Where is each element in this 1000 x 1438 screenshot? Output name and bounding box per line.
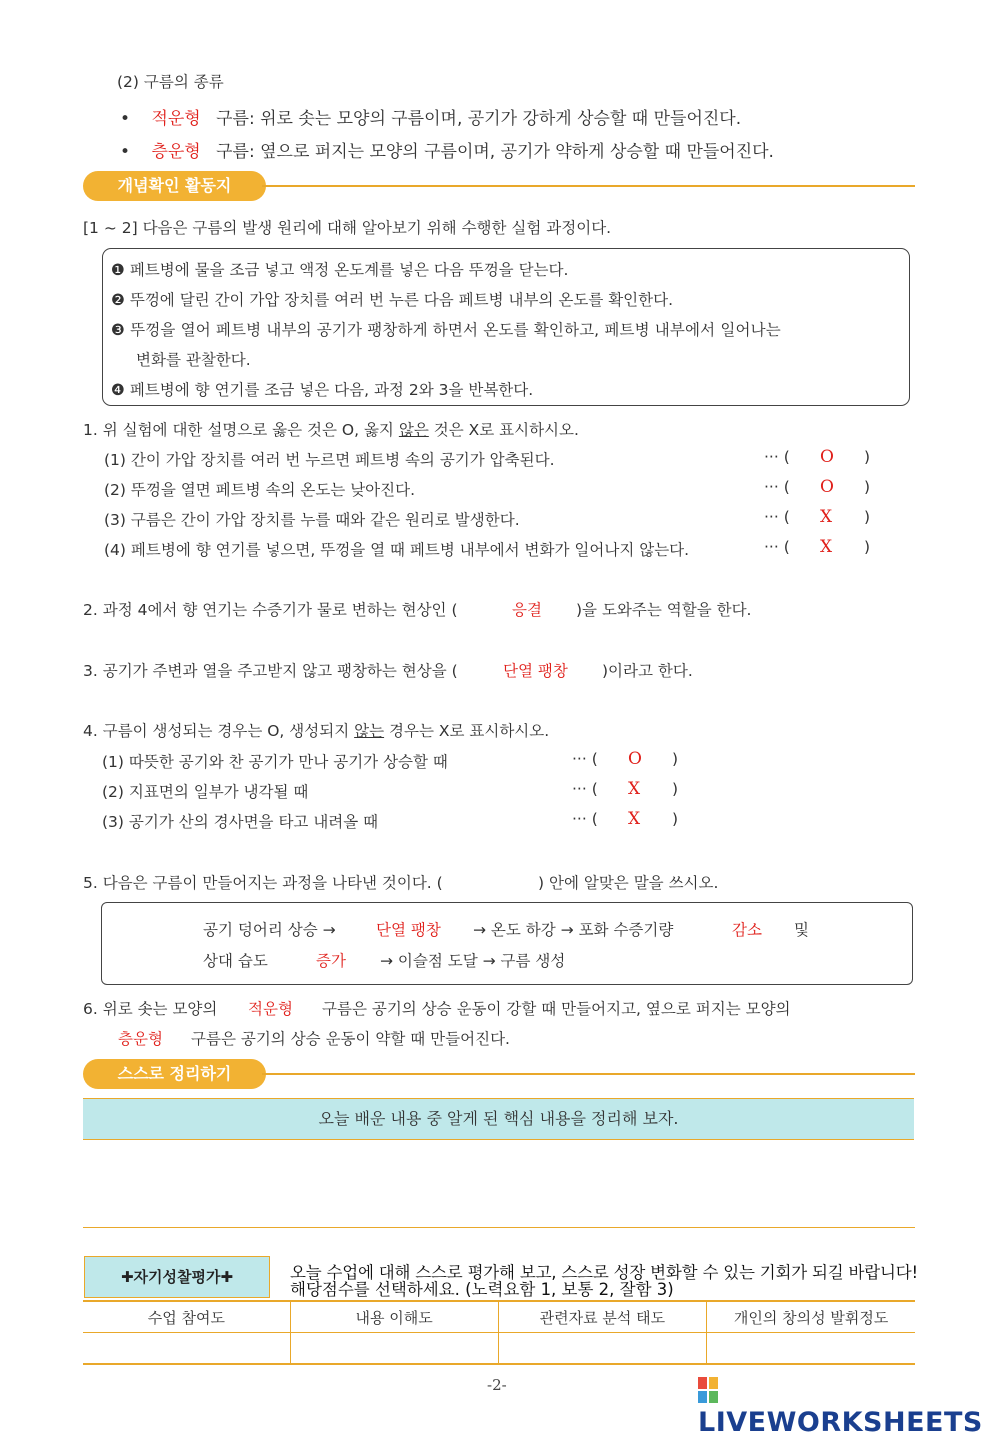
q1-item [104,538,689,560]
question-2-text: 2. 과정 4에서 향 연기는 수증기가 물로 변하는 현상인 ( [83,601,458,619]
process-text: → 이슬점 도달 → 구름 생성 [380,952,566,970]
cloud-term: 적운형 [151,109,201,129]
process-text: 및 [794,921,809,939]
logo-icon [698,1377,718,1403]
step-number: ❷ [111,291,125,309]
section-divider [262,1073,915,1075]
cloud-process-box [101,902,913,985]
column-header: 수업 참여도 [83,1301,290,1333]
self-eval-instruction: 해당점수를 선택하세요. (노력요함 1, 보통 2, 잘함 3) [290,1280,674,1299]
item-text: 간이 가압 장치를 여러 번 누르면 페트병 속의 공기가 압축된다. [130,451,555,469]
cloud-term: 층운형 [151,142,201,162]
q1-answer-close: ) [864,448,871,466]
item-number: (3) [104,511,126,529]
item-text: 공기가 산의 경사면을 타고 내려올 때 [128,813,379,831]
liveworksheets-logo [698,1376,1000,1438]
answer-blank[interactable]: O [820,477,834,497]
step-item [111,258,568,280]
underlined-word: 않은 [398,421,429,439]
self-eval-table [83,1300,915,1365]
answer-blank[interactable]: X [820,537,833,557]
q4-answer-open: ··· ( [572,780,598,798]
step-number: ❹ [111,381,125,399]
answer-blank[interactable]: O [628,749,642,769]
process-text: 상대 습도 [203,952,268,970]
question-6-text: 6. 위로 솟는 모양의 [83,1000,218,1018]
summary-answer-line[interactable] [83,1227,915,1228]
table-row [83,1333,915,1365]
answer-blank[interactable]: X [820,507,833,527]
question-text: 1. 위 실험에 대한 설명으로 옳은 것은 O, 옳지 [83,421,394,439]
item-number: (3) [102,813,124,831]
answer-blank[interactable]: 응결 [512,601,542,619]
answer-blank[interactable]: X [628,779,641,799]
section-title-self-summary: 스스로 정리하기 [83,1059,266,1089]
intro-text: [1 ~ 2] 다음은 구름의 발생 원리에 대해 알아보기 위해 수행한 실험 과정이다. [83,219,612,237]
question-5-text: 5. 다음은 구름이 만들어지는 과정을 나타낸 것이다. ( [83,874,443,892]
item-number: (2) [104,481,126,499]
q1-item [104,478,415,500]
item-text: 페트병에 향 연기를 넣으면, 뚜껑을 열 때 페트병 내부에서 변화가 일어나지 않는다. [130,541,690,559]
q1-answer-close: ) [864,508,871,526]
item-text: 구름은 간이 가압 장치를 누를 때와 같은 원리로 발생한다. [130,511,520,529]
self-eval-instruction: 오늘 수업에 대해 스스로 평가해 보고, 스스로 성장 변화할 수 있는 기회가 되길 바랍니다! [290,1263,918,1282]
bullet: • [120,142,131,162]
question-4 [83,719,549,741]
q4-item [102,750,448,772]
step-text: 페트병에 물을 조금 넣고 액정 온도계를 넣은 다음 뚜껑을 닫는다. [129,261,569,279]
section-divider [262,185,915,187]
q1-answer-open: ··· ( [764,448,790,466]
question-3-text: 3. 공기가 주변과 열을 주고받지 않고 팽창하는 현상을 ( [83,662,458,680]
score-cell[interactable] [83,1333,290,1365]
q4-item [102,780,308,802]
q4-item [102,810,378,832]
table-header-row [83,1301,915,1333]
q1-item [104,448,555,470]
cloud-desc: 구름: 위로 솟는 모양의 구름이며, 공기가 강하게 상승할 때 만들어진다. [216,109,742,129]
q4-answer-open: ··· ( [572,750,598,768]
answer-blank[interactable]: 단열 팽창 [503,662,568,680]
item-number: (1) [102,753,124,771]
process-text: 공기 덩어리 상승 → [203,921,336,939]
q1-answer-close: ) [864,538,871,556]
question-1 [83,418,579,440]
answer-blank[interactable]: 단열 팽창 [376,921,441,939]
step-text: 페트병에 향 연기를 조금 넣은 다음, 과정 2와 3을 반복한다. [129,381,534,399]
q1-answer-open: ··· ( [764,538,790,556]
item-text: 따뜻한 공기와 찬 공기가 만나 공기가 상승할 때 [128,753,448,771]
item-number: (4) [104,541,126,559]
answer-blank[interactable]: 증가 [316,952,346,970]
q1-item [104,508,520,530]
step-number: ❸ [111,321,126,339]
score-cell[interactable] [498,1333,707,1365]
answer-blank[interactable]: O [820,447,834,467]
cloud-type-item [120,137,774,162]
score-cell[interactable] [707,1333,915,1365]
q1-answer-open: ··· ( [764,508,790,526]
question-3-text: )이라고 한다. [602,662,693,680]
score-cell[interactable] [290,1333,498,1365]
page-number: -2- [487,1376,507,1394]
step-number: ❶ [111,261,125,279]
step-text: 뚜껑을 열어 페트병 내부의 공기가 팽창하게 하면서 온도를 확인하고, 페트병 내부에서 일어나는 [130,321,781,339]
item-number: (2) [102,783,124,801]
question-text: 것은 X로 표시하시오. [433,421,579,439]
q4-answer-close: ) [672,810,679,828]
item-number: (1) [104,451,126,469]
question-5-text: ) 안에 알맞은 말을 쓰시오. [538,874,719,892]
question-text: 경우는 X로 표시하시오. [389,722,550,740]
step-item [111,378,533,400]
section-title-concept-check: 개념확인 활동지 [83,171,266,201]
column-header: 내용 이해도 [290,1301,498,1333]
self-eval-label: ✚자기성찰평가✚ [84,1256,270,1298]
step-text: 뚜껑에 달린 간이 가압 장치를 여러 번 누른 다음 페트병 내부의 온도를 확인한다. [129,291,674,309]
question-2-text: )을 도와주는 역할을 한다. [576,601,752,619]
step-item [111,288,673,310]
q1-answer-open: ··· ( [764,478,790,496]
step-text-continued: 변화를 관찰한다. [136,351,251,369]
answer-blank[interactable]: X [628,809,641,829]
answer-blank[interactable]: 층운형 [118,1030,163,1048]
q4-answer-close: ) [672,780,679,798]
cloud-type-item [120,104,741,129]
cloud-types-heading: (2) 구름의 종류 [117,73,224,91]
q1-answer-close: ) [864,478,871,496]
answer-blank[interactable]: 적운형 [248,1000,293,1018]
item-text: 뚜껑을 열면 페트병 속의 온도는 낮아진다. [130,481,416,499]
process-text: → 온도 하강 → 포화 수증기량 [473,921,674,939]
step-item [111,318,781,340]
q4-answer-close: ) [672,750,679,768]
summary-prompt: 오늘 배운 내용 중 알게 된 핵심 내용을 정리해 보자. [83,1098,914,1140]
underlined-word: 않는 [354,722,385,740]
logo-text: LIVEWORKSHEETS [698,1407,983,1438]
question-6-text: 구름은 공기의 상승 운동이 약할 때 만들어진다. [191,1030,510,1048]
column-header: 개인의 창의성 발휘정도 [707,1301,915,1333]
question-6-text: 구름은 공기의 상승 운동이 강할 때 만들어지고, 옆으로 퍼지는 모양의 [322,1000,791,1018]
answer-blank[interactable]: 감소 [732,921,762,939]
bullet: • [120,109,131,129]
column-header: 관련자료 분석 태도 [498,1301,707,1333]
cloud-desc: 구름: 옆으로 퍼지는 모양의 구름이며, 공기가 약하게 상승할 때 만들어진다. [216,142,774,162]
q4-answer-open: ··· ( [572,810,598,828]
item-text: 지표면의 일부가 냉각될 때 [128,783,309,801]
question-text: 4. 구름이 생성되는 경우는 O, 생성되지 [83,722,350,740]
